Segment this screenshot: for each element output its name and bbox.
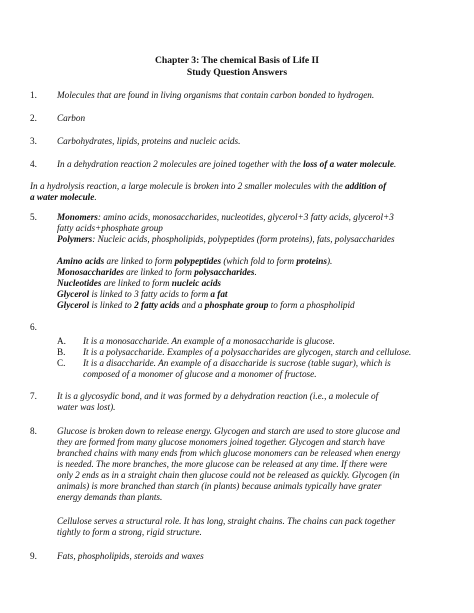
answer-8-line-2: they are formed from many glucose monomers joined together. Glycogen and starch have xyxy=(57,437,385,447)
item-number-8: 8. xyxy=(30,426,37,436)
sub-letter-b: B. xyxy=(57,347,66,357)
answer-8-line-4: is needed. The more branches, the more glucose can be released at any time. If there were xyxy=(57,459,388,469)
answer-8-line-5: only 2 ends as in a straight chain then glucose could not be released as quickly. Glycogen (in xyxy=(57,470,400,480)
sub-letter-c: C. xyxy=(57,358,66,368)
answer-7-line-1: It is a glycosydic bond, and it was formed by a dehydration reaction (i.e., a molecule of xyxy=(57,391,379,401)
answer-6b: It is a polysaccharide. Examples of a polysaccharides are glycogen, starch and cellulose. xyxy=(83,347,412,357)
item-number-4: 4. xyxy=(30,159,37,169)
answer-8-line-7: energy demands than plants. xyxy=(57,492,163,502)
link-amino-acids: Amino acids are linked to form polypeptides (which fold to form proteins). xyxy=(57,256,333,266)
cellulose-line-1: Cellulose serves a structural role. It has long, straight chains. The chains can pack together xyxy=(57,516,396,526)
answer-9: Fats, phospholipids, steroids and waxes xyxy=(57,551,204,561)
answer-1: Molecules that are found in living organisms that contain carbon bonded to hydrogen. xyxy=(57,90,375,100)
answer-7-line-2: water was lost). xyxy=(57,402,116,412)
link-nucleotides: Nucleotides are linked to form nucleic acids xyxy=(57,278,221,288)
answer-8-line-6: animals) is more branched than starch (in plants) because animals typically have grater xyxy=(57,481,382,491)
answer-8-line-3: branched chains with many ends from which glucose monomers can be released when energy xyxy=(57,448,401,458)
page-title: Chapter 3: The chemical Basis of Life II xyxy=(154,55,320,66)
hydrolysis-line-1: In a hydrolysis reaction, a large molecule is broken into 2 smaller molecules with the addition of xyxy=(30,181,387,191)
link-monosaccharides: Monosaccharides are linked to form polysaccharides. xyxy=(57,267,257,277)
answer-8-line-1: Glucose is broken down to release energy. Glycogen and starch are used to store glucose and xyxy=(57,426,400,436)
hydrolysis-line-2: a water molecule. xyxy=(30,192,97,202)
item-number-2: 2. xyxy=(30,113,37,123)
answer-6c-line-2: composed of a monomer of glucose and a monomer of fructose. xyxy=(83,369,317,379)
answer-3: Carbohydrates, lipids, proteins and nucleic acids. xyxy=(57,136,241,146)
answer-6a: It is a monosaccharide. An example of a monosaccharide is glucose. xyxy=(83,336,335,346)
answer-2: Carbon xyxy=(57,113,86,123)
item-number-9: 9. xyxy=(30,551,37,561)
answer-6c-line-1: It is a disaccharide. An example of a disaccharide is sucrose (table sugar), which is xyxy=(83,358,391,368)
monomers-line-2: fatty acids+phosphate group xyxy=(57,223,163,233)
cellulose-line-2: tightly to form a strong, rigid structure. xyxy=(57,527,202,537)
item-number-6: 6. xyxy=(30,322,37,332)
link-glycerol-fat: Glycerol is linked to 3 fatty acids to form a fat xyxy=(57,289,228,299)
page-subtitle: Study Question Answers xyxy=(186,67,288,78)
monomers-line-1: Monomers: amino acids, monosaccharides, nucleotides, glycerol+3 fatty acids, glycerol+3 xyxy=(57,212,394,222)
item-number-5: 5. xyxy=(30,212,37,222)
polymers-line: Polymers: Nucleic acids, phospholipids, polypeptides (form proteins), fats, polysaccharides xyxy=(57,234,395,244)
item-number-3: 3. xyxy=(30,136,37,146)
answer-4: In a dehydration reaction 2 molecules are joined together with the loss of a water molecule. xyxy=(57,159,397,169)
item-number-7: 7. xyxy=(30,391,37,401)
item-number-1: 1. xyxy=(30,90,37,100)
sub-letter-a: A. xyxy=(57,336,66,346)
link-glycerol-phospholipid: Glycerol is linked to 2 fatty acids and a phosphate group to form a phospholipid xyxy=(57,300,355,310)
